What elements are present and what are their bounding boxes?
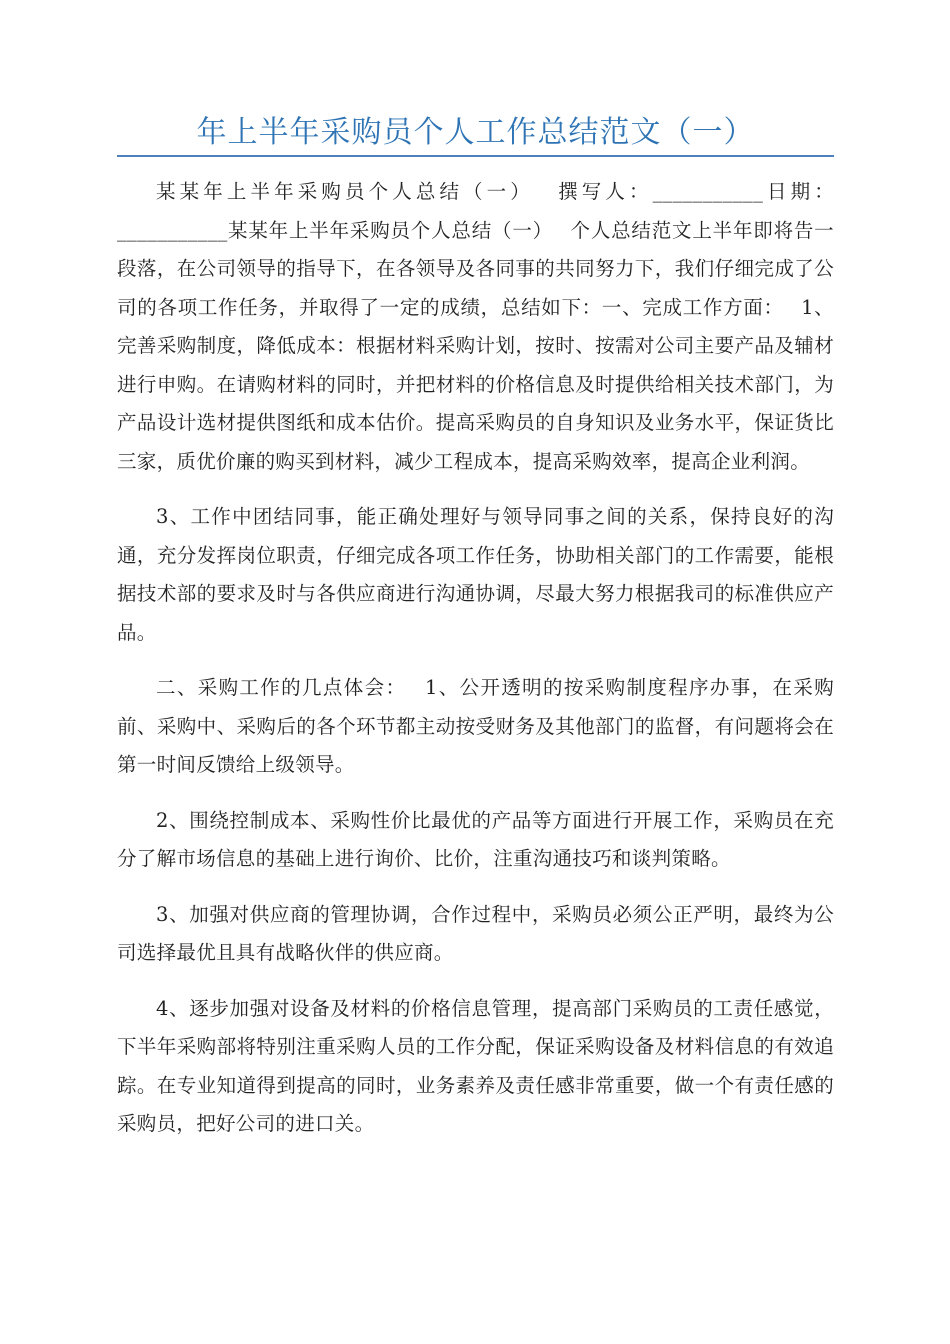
document-title: 年上半年采购员个人工作总结范文（一） bbox=[196, 115, 755, 150]
paragraph-experience-3: 3、加强对供应商的管理协调，合作过程中，采购员必须公正严明，最终为公司选择最优且具有战略伙伴的供应商。 bbox=[117, 902, 834, 964]
title-underline bbox=[117, 155, 834, 157]
paragraph-teamwork: 3、工作中团结同事，能正确处理好与领导同事之间的关系，保持良好的沟通，充分发挥岗位职责，仔细完成各项工作任务，协助相关部门的工作需要，能根据技术部的要求及时与各供应商进行沟通协调，尽最大努力根据我司的标准供应产品。 bbox=[117, 505, 834, 644]
paragraph-experience-4: 4、逐步加强对设备及材料的价格信息管理，提高部门采购员的工责任感觉，下半年采购部将特别注重采购人员的工作分配，保证采购设备及材料信息的有效追踪。在专业知道得到提高的同时，业务素养及责任感非常重要，做一个有责任感的采购员，把好公司的进口关。 bbox=[117, 996, 834, 1135]
paragraph-intro: 某某年上半年采购员个人总结（一） 撰写人：___________日期：___________某某年上半年采购员个人总结（一） 个人总结范文上半年即将告一段落，在公司领导的指导下，在各领导及各同事的共同努力下，我们仔细完成了公司的各项工作任务，并取得了一定的成绩，总结如下：一、完成工作方面： 1、完善采购制度，降低成本：根据材料采购计划，按时、按需对公司主要产品及辅材进行申购。在请购材料的同时，并把材料的价格信息及时提供给相关技术部门，为产品设计选材提供图纸和成本估价。提高采购员的自身知识及业务水平，保证货比三家，质优价廉的购买到材料，减少工程成本，提高采购效率，提高企业利润。 bbox=[117, 180, 834, 473]
paragraph-experience-2: 2、围绕控制成本、采购性价比最优的产品等方面进行开展工作，采购员在充分了解市场信息的基础上进行询价、比价，注重沟通技巧和谈判策略。 bbox=[117, 808, 834, 870]
document-body bbox=[117, 173, 834, 1144]
paragraph-experience-1: 二、采购工作的几点体会： 1、公开透明的按采购制度程序办事，在采购前、采购中、采购后的各个环节都主动按受财务及其他部门的监督，有问题将会在第一时间反馈给上级领导。 bbox=[117, 676, 834, 776]
